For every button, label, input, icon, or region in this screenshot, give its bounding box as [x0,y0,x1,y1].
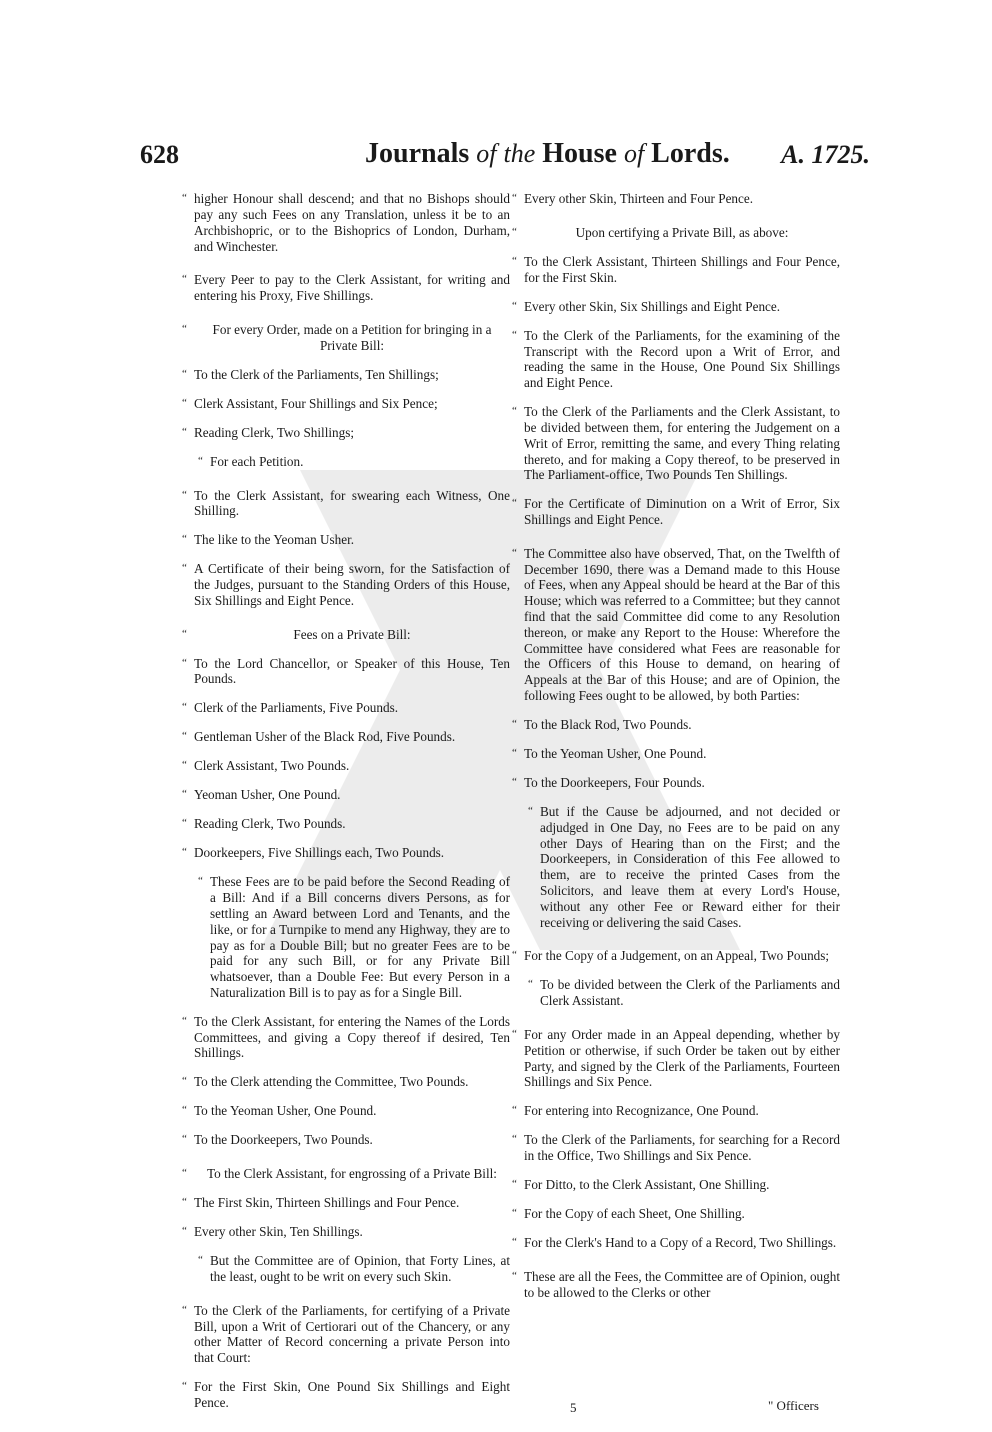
fee-entry: “ The like to the Yeoman Usher. [180,532,510,548]
fee-entry: “ Gentleman Usher of the Black Rod, Five Pounds. [180,729,510,745]
fee-entry: “ To the Clerk Assistant, Thirteen Shillings and Four Pence, for the First Skin. [510,254,840,286]
fee-entry: “ To the Clerk of the Parliaments, Ten Shillings; [180,367,510,383]
fee-entry: “ To the Lord Chancellor, or Speaker of this House, Ten Pounds. [180,656,510,688]
section-heading: “ To the Clerk Assistant, for engrossing of a Private Bill: [180,1166,510,1182]
fee-entry: “ For the Clerk's Hand to a Copy of a Record, Two Shillings. [510,1235,840,1251]
fee-entry: “ Every Peer to pay to the Clerk Assistant, for writing and entering his Proxy, Five Shillings. [180,272,510,304]
fee-note: “ These Fees are to be paid before the Second Reading of a Bill: And if a Bill concerns divers Persons, as for settling an Award between Lord and Tenants, and the like, or for a Turnpike to mend any Highway, they are to pay as for a Double Bill; but no greater Fees are to be paid for any such Bill, or for any Private Bill whatsoever, than a Double Fee: But every Person in a Naturalization Bill is to pay as for a Single Bill. [196,874,510,1000]
fee-entry: “ higher Honour shall descend; and that no Bishops should pay any such Fees on any Translation, unless it be to an Archbishopric, or to the Bishoprics of London, Durham, and Winchester. [180,191,510,254]
title-word-of: of [476,139,497,168]
fee-entry: “ Clerk Assistant, Two Pounds. [180,758,510,774]
fee-entry: “ For the Copy of a Judgement, on an Appeal, Two Pounds; [510,948,840,964]
fee-entry: “ To the Clerk of the Parliaments, for the examining of the Transcript with the Record upon a Writ of Error, and reading the same in the House, One Pound Six Shillings and Eight Pence. [510,328,840,391]
fee-entry: “ To the Clerk of the Parliaments, for searching for a Record in the Office, Two Shillings and Six Pence. [510,1132,840,1164]
fee-entry: “ For each Petition. [196,454,510,470]
fee-entry: “ For entering into Recognizance, One Pound. [510,1103,840,1119]
fee-entry: “ For the Copy of each Sheet, One Shilling. [510,1206,840,1222]
fee-entry: “ For Ditto, to the Clerk Assistant, One Shilling. [510,1177,840,1193]
right-column [510,178,840,1310]
section-heading: “ Upon certifying a Private Bill, as above: [510,225,840,241]
title-word-journals: Journals [365,138,470,169]
fee-entry: “ To the Clerk of the Parliaments and the Clerk Assistant, to be divided between them, for entering the Judgement on a Writ of Error, remitting the same, and every Thing relating thereto, and for making a Copy thereof, to be preserved in The Parliament-office, Two Pounds Ten Shillings. [510,404,840,483]
title-word-the: the [503,139,536,168]
fee-entry: “ Clerk Assistant, Four Shillings and Six Pence; [180,396,510,412]
page-header [140,140,870,176]
fee-entry: “ Every other Skin, Ten Shillings. [180,1224,510,1240]
running-title [365,138,730,170]
fee-note: “ But if the Cause be adjourned, and not decided or adjudged in One Day, no Fees are to be paid on any other Days of Hearing than on the First; and the Doorkeepers, in Consideration of this Fee allowed to them, are to receive the printed Cases from the Solicitors, and leave them at every Lord's House, without any other Fee or Reward either for their receiving or delivering the said Cases. [526,804,840,930]
fee-entry: “ To the Doorkeepers, Four Pounds. [510,775,840,791]
title-word-of-2: of [623,139,645,168]
section-heading: “ Fees on a Private Bill: [180,627,510,643]
fee-entry: “ To the Clerk attending the Committee, Two Pounds. [180,1074,510,1090]
left-column [180,178,510,1421]
title-word-house: House [542,138,617,169]
fee-entry: “ The First Skin, Thirteen Shillings and Four Pence. [180,1195,510,1211]
fee-entry: “ Reading Clerk, Two Pounds. [180,816,510,832]
fee-entry: “ To the Clerk of the Parliaments, for certifying of a Private Bill, upon a Writ of Certiorari out of the Chancery, or any other Matter of Record concerning a private Person into that Court: [180,1303,510,1366]
section-heading: “ For every Order, made on a Petition for bringing in a Private Bill: [180,322,510,354]
fee-entry: “ Yeoman Usher, One Pound. [180,787,510,803]
fee-entry: “ Clerk of the Parliaments, Five Pounds. [180,700,510,716]
fee-entry: “ These are all the Fees, the Committee are of Opinion, ought to be allowed to the Clerks or other [510,1269,840,1301]
catchword: " Officers [768,1398,819,1413]
fee-entry: “ To the Doorkeepers, Two Pounds. [180,1132,510,1148]
title-word-lords: Lords. [651,138,730,169]
signature-mark: 5 [570,1400,577,1415]
fee-entry: “ To the Clerk Assistant, for swearing each Witness, One Shilling. [180,488,510,520]
fee-entry: “ To the Black Rod, Two Pounds. [510,717,840,733]
fee-entry: “ Reading Clerk, Two Shillings; [180,425,510,441]
page-number: 628 [140,140,179,169]
fee-entry: “ To the Yeoman Usher, One Pound. [180,1103,510,1119]
fee-note: “ To be divided between the Clerk of the Parliaments and Clerk Assistant. [526,977,840,1009]
fee-entry: “ To the Yeoman Usher, One Pound. [510,746,840,762]
fee-entry: “ To the Clerk Assistant, for entering the Names of the Lords Committees, and giving a Copy thereof if desired, Ten Shillings. [180,1014,510,1061]
fee-entry: “ A Certificate of their being sworn, for the Satisfaction of the Judges, pursuant to the Standing Orders of this House, Six Shillings and Eight Pence. [180,561,510,608]
fee-entry: “ Doorkeepers, Five Shillings each, Two Pounds. [180,845,510,861]
year-label: A. 1725. [781,140,870,169]
fee-entry: “ The Committee also have observed, That, on the Twelfth of December 1690, there was a Demand made to this House of Fees, when any Appeal should be heard at the Bar of this House; which was referred to a Committee; but they cannot find that the said Committee did come to any Resolution thereon, or make any Report to the House: Wherefore the Committee have considered what Fees are reasonable for the Officers of this House to demand, on hearing of Appeals at the Bar of this House; and are of Opinion, the following Fees ought to be allowed, by both Parties: [510,546,840,704]
fee-note: “ But the Committee are of Opinion, that Forty Lines, at the least, ought to be writ on every such Skin. [196,1253,510,1285]
fee-entry: “ For the Certificate of Diminution on a Writ of Error, Six Shillings and Eight Pence. [510,496,840,528]
fee-entry: “ Every other Skin, Thirteen and Four Pence. [510,191,840,207]
fee-entry: “ Every other Skin, Six Shillings and Eight Pence. [510,299,840,315]
fee-entry: “ For the First Skin, One Pound Six Shillings and Eight Pence. [180,1379,510,1411]
fee-entry: “ For any Order made in an Appeal depending, whether by Petition or otherwise, if such Order be taken out by either Party, and signed by the Clerk of the Parliaments, Fourteen Shillings and Six Pence. [510,1027,840,1090]
